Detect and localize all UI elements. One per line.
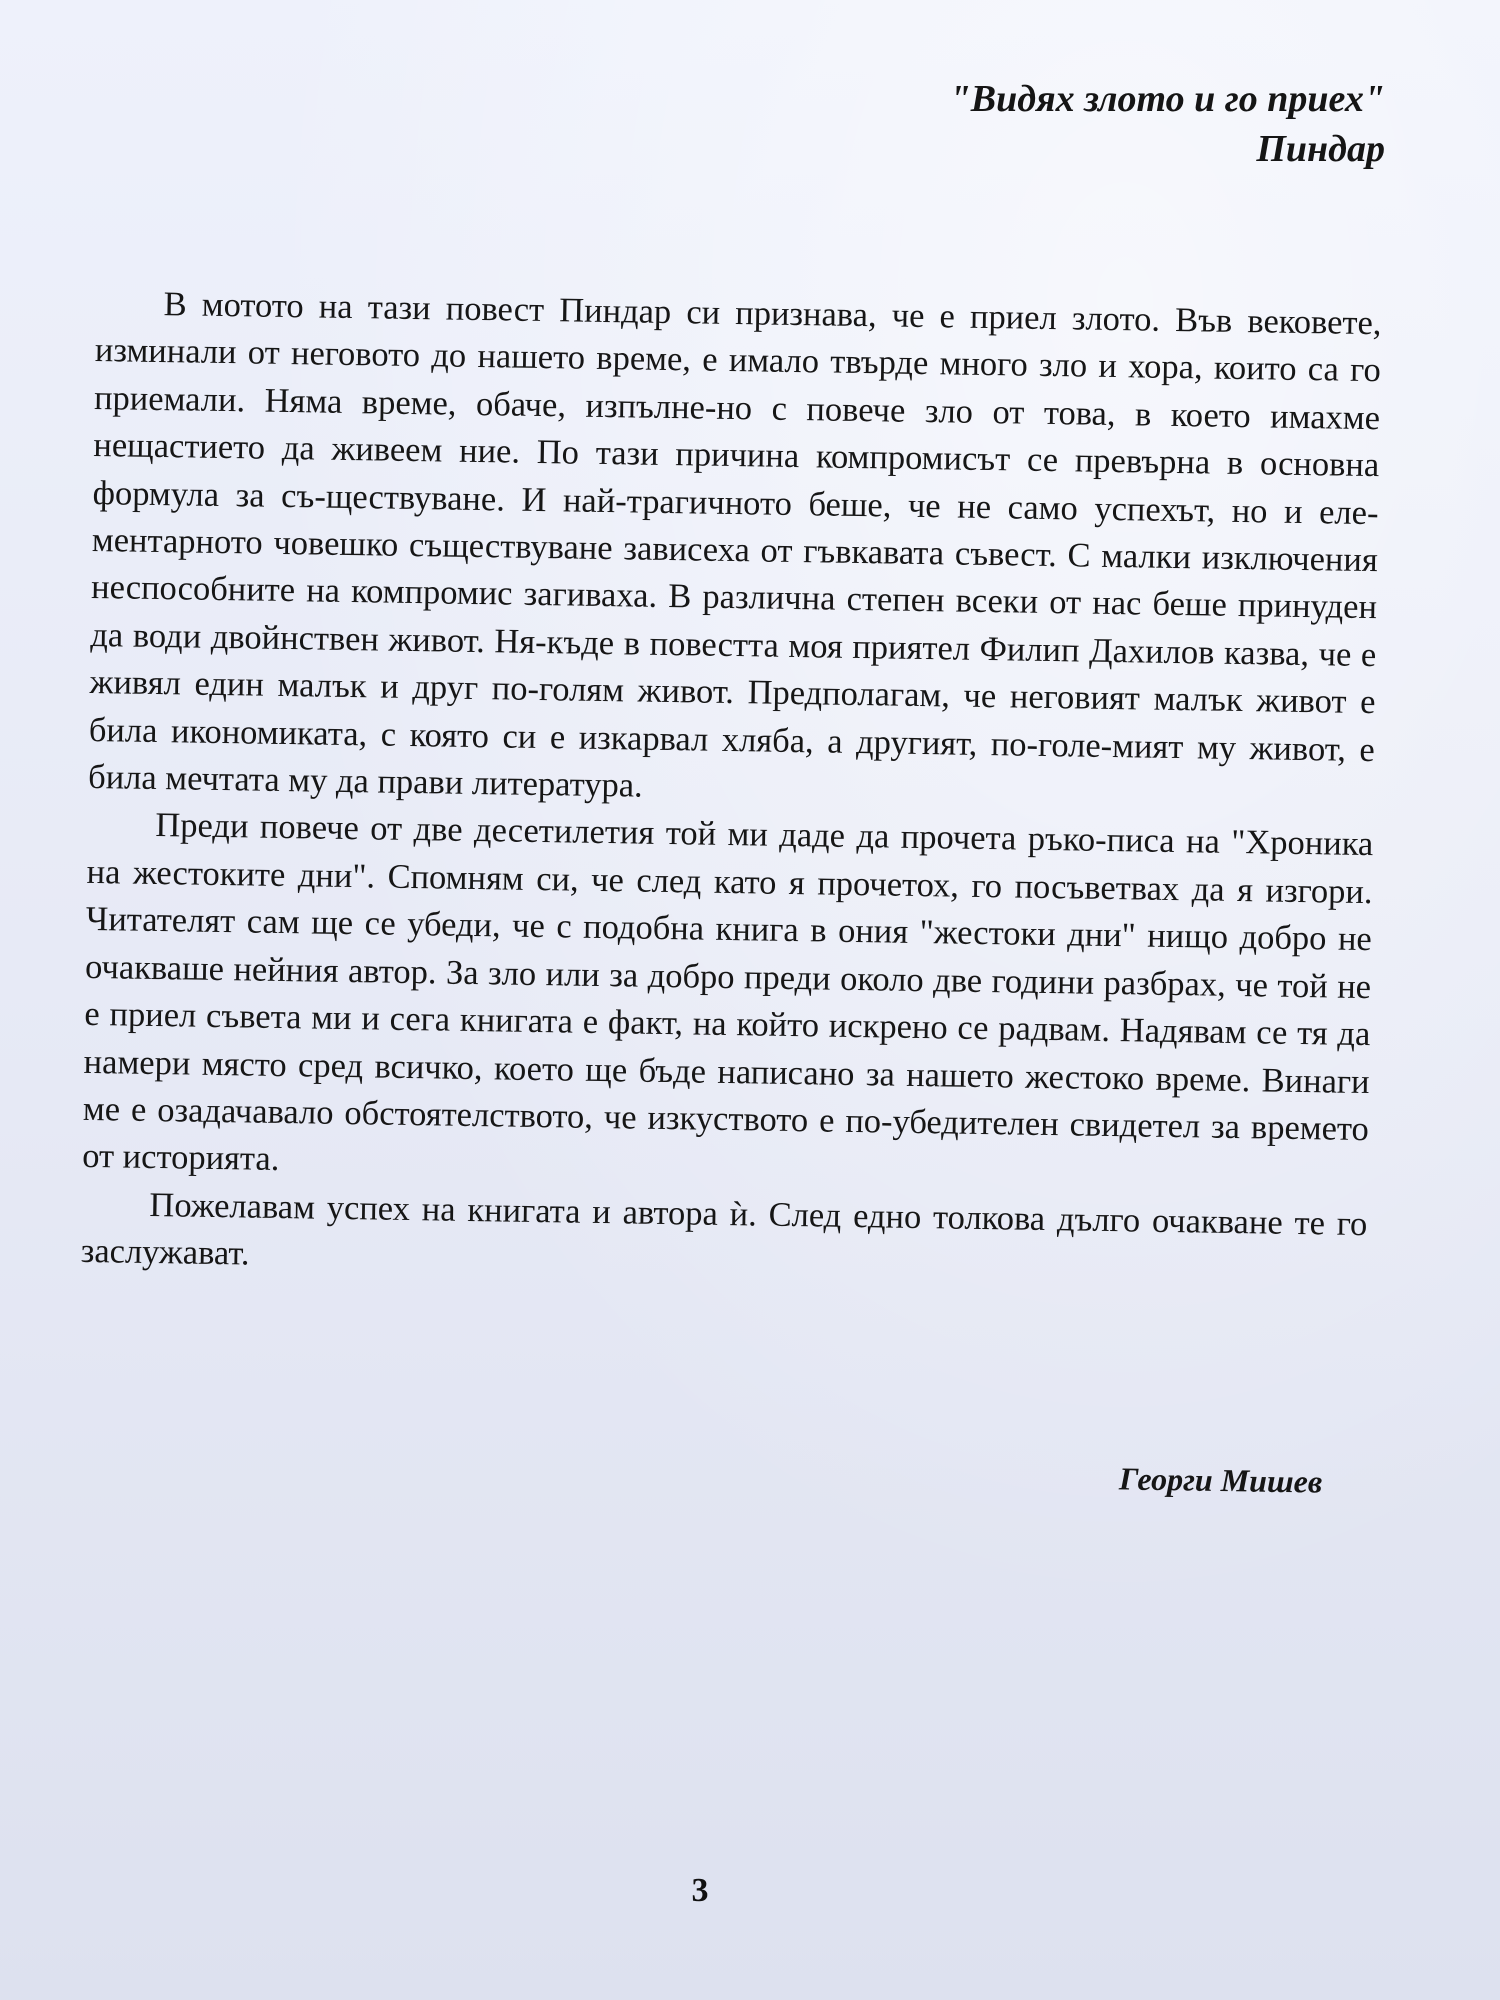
epigraph [950, 74, 1385, 174]
preface-text [80, 280, 1381, 1296]
paragraph-2: Преди повече от две десетилетия той ми даде да прочета ръко-писа на "Хроника на жестоките дни". Спомням си, че след като я прочетох, го посъветвах да я изгори. Читателят сам ще се убеди, че с подобна книга в ония "жестоки дни" нищо добро не очакваше нейния автор. За зло или за добро преди около две години разбрах, че той не е приел съвета ми и сега книгата е факт, на който искрено се радвам. Надявам се тя да намери място сред всичко, което ще бъде написано за нашето жестоко време. Винаги ме е озадачавало обстоятелството, че изкуството е по-убедителен свидетел за времето от историята. [81, 806, 1374, 1179]
paragraph-3: Пожелавам успех на книгата и автора ѝ. След едно толкова дълго очакване те го заслужават. [80, 1185, 1368, 1273]
epigraph-author: Пиндар [1256, 128, 1385, 170]
epigraph-quote: "Видях злото и го приех" [949, 78, 1385, 120]
signature: Георги Мишев [1118, 1460, 1323, 1500]
paragraph-1: В мотото на тази повест Пиндар си признава, че е приел злото. Във вековете, изминали от неговото до нашето време, е имало твърде много зло и хора, които са го приемали. Няма време, обаче, изпълне-но с повече зло от това, в което имахме нещастието да живеем ние. По тази причина компромисът се превърна в основна формула за съ-ществуване. И най-трагичното беше, че не само успехът, но и еле-ментарното човешко съществуване зависеха от гъвкавата съвест. С малки изключения неспособните на компромис загиваха. В различна степен всеки от нас беше принуден да води двойнствен живот. Ня-къде в повестта моя приятел Филип Дахилов казва, че е живял един малък и друг по-голям живот. Предполагам, че неговият малък живот е била икономиката, с която си е изкарвал хляба, а другият, по-голе-мият му живот, е била мечтата му да прави литература. [87, 285, 1382, 805]
page-number: 3 [691, 1872, 709, 1909]
